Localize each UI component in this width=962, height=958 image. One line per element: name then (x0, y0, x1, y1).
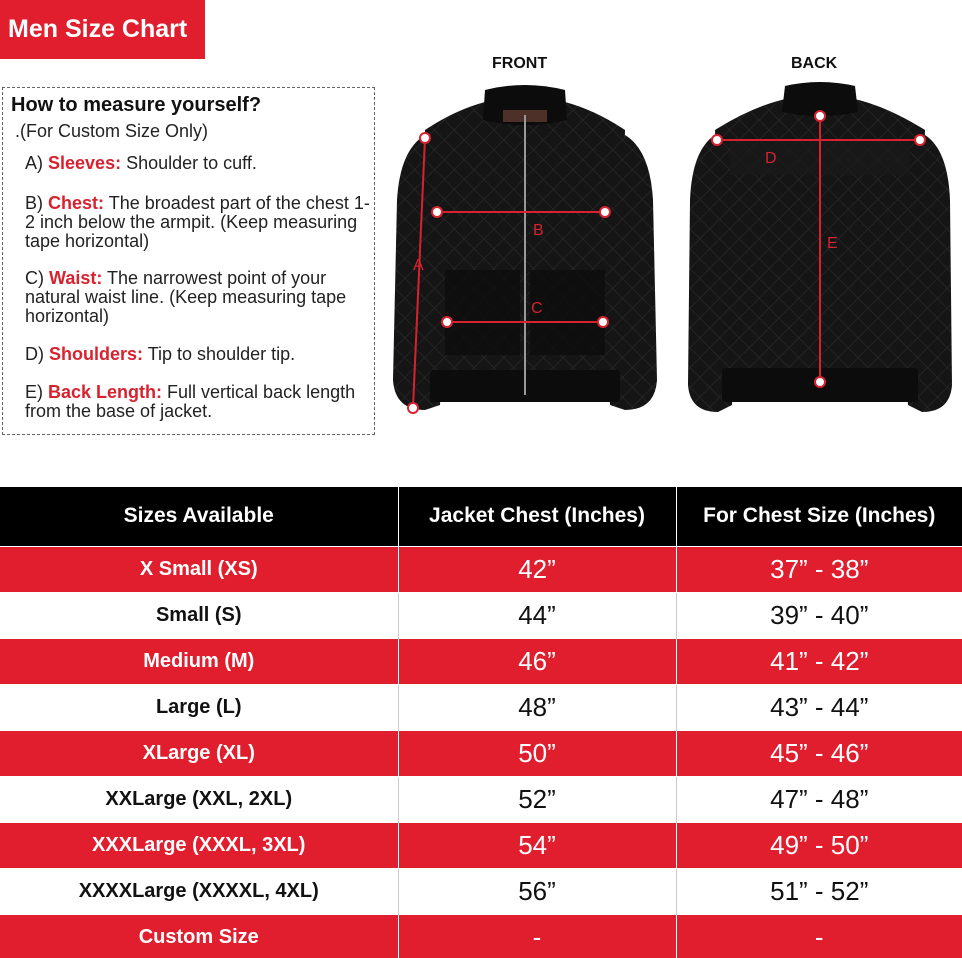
measure-item-back-length (25, 383, 370, 421)
size-cell: Medium (M) (0, 638, 398, 684)
item-text: Tip to shoulder tip. (143, 344, 296, 364)
table-row (0, 868, 962, 914)
fits-chest-cell: 43” - 44” (676, 684, 962, 730)
marker-b: B (533, 222, 544, 239)
size-cell: Custom Size (0, 914, 398, 958)
measure-item-waist (25, 269, 370, 326)
fits-chest-cell: 41” - 42” (676, 638, 962, 684)
fits-chest-cell: 39” - 40” (676, 592, 962, 638)
front-jacket-image (385, 80, 665, 425)
item-text: Shoulder to cuff. (121, 153, 257, 173)
marker-dot (815, 377, 825, 387)
header-jacket-chest: Jacket Chest (Inches) (398, 487, 676, 546)
jacket-chest-cell: 44” (398, 592, 676, 638)
size-cell: XLarge (XL) (0, 730, 398, 776)
marker-a: A (413, 257, 424, 274)
jacket-chest-cell: 52” (398, 776, 676, 822)
fits-chest-cell: 45” - 46” (676, 730, 962, 776)
item-label: Back Length: (48, 382, 163, 402)
jacket-chest-cell: 46” (398, 638, 676, 684)
marker-dot (432, 207, 442, 217)
jacket-chest-cell: 50” (398, 730, 676, 776)
marker-dot (712, 135, 722, 145)
measure-item-shoulders (25, 345, 370, 364)
table-row (0, 730, 962, 776)
front-left-pocket (445, 270, 520, 355)
item-text: The broadest part of the chest 1-2 inch below the armpit. (Keep measuring tape horizontal) (25, 193, 370, 251)
fits-chest-cell: 37” - 38” (676, 546, 962, 592)
marker-dot (600, 207, 610, 217)
item-text: The narrowest point of your natural waist line. (Keep measuring tape horizontal) (25, 268, 347, 326)
item-prefix: C) (25, 268, 49, 288)
table-row (0, 822, 962, 868)
size-cell: XXXLarge (XXXL, 3XL) (0, 822, 398, 868)
jacket-chest-cell: - (398, 914, 676, 958)
size-cell: Large (L) (0, 684, 398, 730)
jacket-chest-cell: 56” (398, 868, 676, 914)
jacket-chest-cell: 42” (398, 546, 676, 592)
table-row (0, 546, 962, 592)
size-cell: XXXXLarge (XXXXL, 4XL) (0, 868, 398, 914)
marker-c: C (531, 300, 543, 317)
table-header-row (0, 487, 962, 546)
table-row (0, 638, 962, 684)
item-text: Full vertical back length from the base of jacket. (25, 382, 356, 421)
marker-dot (915, 135, 925, 145)
marker-dot (815, 111, 825, 121)
item-label: Waist: (49, 268, 103, 288)
table-row (0, 684, 962, 730)
fits-chest-cell: 51” - 52” (676, 868, 962, 914)
measure-instructions (2, 87, 375, 435)
measure-item-sleeves (25, 154, 370, 173)
marker-e: E (827, 235, 838, 252)
table-row (0, 592, 962, 638)
size-table (0, 487, 962, 958)
back-jacket-image (680, 80, 960, 425)
fits-chest-cell: - (676, 914, 962, 958)
measure-subheading: .(For Custom Size Only) (15, 121, 209, 141)
item-label: Chest: (48, 193, 105, 213)
fits-chest-cell: 47” - 48” (676, 776, 962, 822)
marker-dot (420, 133, 430, 143)
header-sizes: Sizes Available (0, 487, 398, 546)
fits-chest-cell: 49” - 50” (676, 822, 962, 868)
page-title: Men Size Chart (0, 0, 205, 59)
marker-dot (442, 317, 452, 327)
jacket-chest-cell: 54” (398, 822, 676, 868)
table-row (0, 776, 962, 822)
item-prefix: B) (25, 193, 49, 213)
item-prefix: D) (25, 344, 49, 364)
size-cell: XXLarge (XXL, 2XL) (0, 776, 398, 822)
size-cell: X Small (XS) (0, 546, 398, 592)
table-row (0, 914, 962, 958)
jacket-chest-cell: 48” (398, 684, 676, 730)
marker-dot (598, 317, 608, 327)
marker-d: D (765, 150, 777, 167)
item-prefix: A) (25, 153, 49, 173)
item-prefix: E) (25, 382, 49, 402)
item-label: Sleeves: (48, 153, 122, 173)
back-view-label: BACK (791, 55, 838, 72)
front-view-label: FRONT (492, 55, 548, 72)
size-cell: Small (S) (0, 592, 398, 638)
header-for-chest: For Chest Size (Inches) (676, 487, 962, 546)
measure-heading: How to measure yourself? (11, 94, 262, 116)
marker-dot (408, 403, 418, 413)
measure-item-chest (25, 194, 370, 251)
item-label: Shoulders: (49, 344, 144, 364)
